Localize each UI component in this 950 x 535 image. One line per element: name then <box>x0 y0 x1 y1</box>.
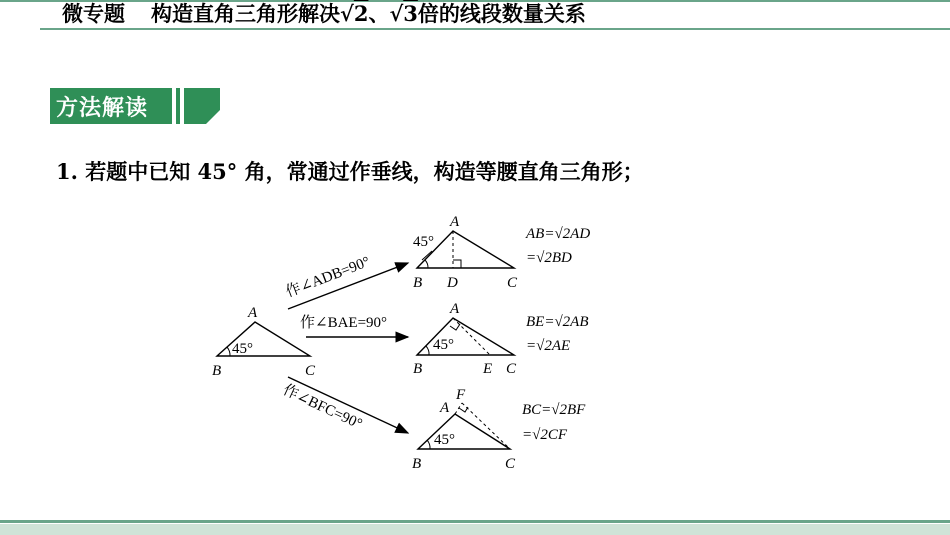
label-C-3: C <box>505 456 516 472</box>
label-D-1: D <box>447 275 458 291</box>
footer-rule <box>0 520 950 523</box>
eq-3a: BC=√2BF <box>522 402 586 418</box>
page-title <box>62 0 586 28</box>
section-badge-label: 方法解读 <box>56 96 149 121</box>
triangle-1-angle: 45° <box>413 234 434 250</box>
source-angle: 45° <box>232 341 253 357</box>
eq-3b: =√2CF <box>522 427 568 443</box>
label-B-3: B <box>412 456 422 472</box>
triangle-2 <box>417 318 514 355</box>
label-A-1: A <box>450 214 460 230</box>
label-C-2: C <box>506 361 517 377</box>
arrow-2-label: 作∠BAE=90° <box>300 315 388 331</box>
sqrt-two: √2 <box>340 1 369 26</box>
arrow-1-label: 作∠ADB=90° <box>283 254 373 301</box>
point-text: 若题中已知 45° 角，常通过作垂线，构造等腰直角三角形； <box>85 159 644 184</box>
label-A-2: A <box>450 301 460 317</box>
title-separator: 、 <box>368 2 390 26</box>
eq-1a: AB=√2AD <box>526 226 591 242</box>
title-label: 微专题 <box>62 2 125 26</box>
eq-2a: BE=√2AB <box>526 314 589 330</box>
title-prefix: 构造直角三角形解决 <box>151 2 340 26</box>
point-number: 1. <box>56 159 78 184</box>
geometry-diagram <box>200 205 630 480</box>
section-badge <box>50 88 220 124</box>
triangle-2-angle: 45° <box>433 337 454 353</box>
triangle-3 <box>418 414 510 449</box>
title-suffix: 倍的线段数量关系 <box>417 2 586 26</box>
footer-bar <box>0 524 950 535</box>
label-B-2: B <box>413 361 423 377</box>
label-C-1: C <box>507 275 518 291</box>
label-F-3: F <box>456 387 466 403</box>
label-C-source: C <box>305 363 316 379</box>
triangle-3-angle: 45° <box>434 432 455 448</box>
label-E-2: E <box>483 361 493 377</box>
label-B-source: B <box>212 363 222 379</box>
label-A-source: A <box>248 305 258 321</box>
label-B-1: B <box>413 275 423 291</box>
label-A-3: A <box>440 400 450 416</box>
geometry-figure <box>200 205 630 484</box>
sqrt-three: √3 <box>389 1 418 26</box>
header-underline <box>40 28 950 30</box>
eq-2b: =√2AE <box>526 338 571 354</box>
source-triangle <box>217 322 310 356</box>
arrow-3-label: 作∠BFC=90° <box>280 382 365 433</box>
eq-1b: =√2BD <box>526 250 572 266</box>
header-bar <box>0 0 950 30</box>
method-point-1 <box>56 156 644 186</box>
